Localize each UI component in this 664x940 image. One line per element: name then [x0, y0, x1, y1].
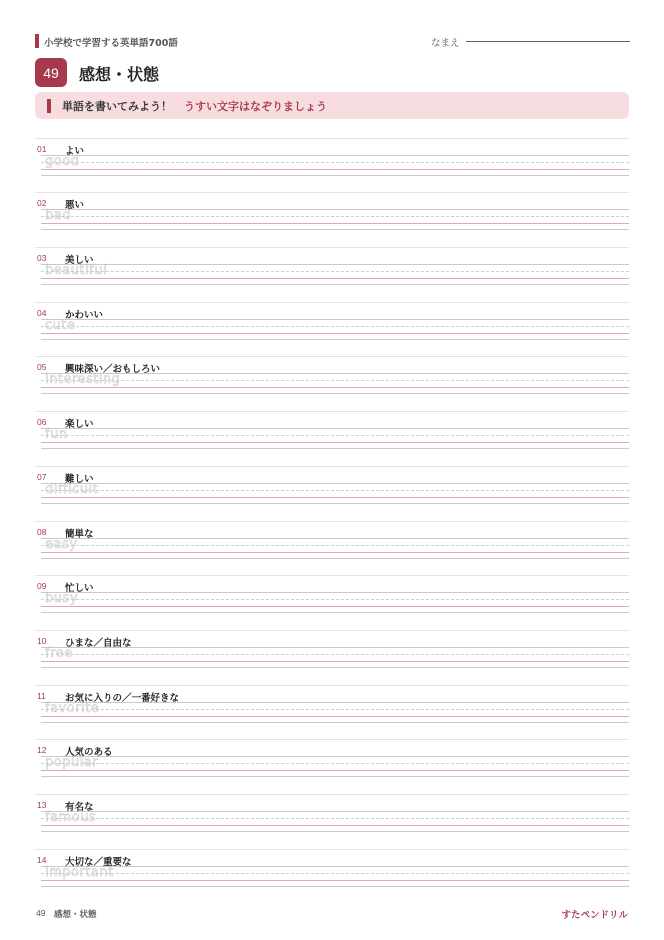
guide-line-top — [41, 373, 629, 374]
guide-line-mid — [41, 818, 629, 819]
guide-line-mid — [41, 216, 629, 217]
guide-line-bottom — [41, 284, 629, 285]
guide-line-base — [41, 661, 629, 662]
entry-separator — [35, 849, 629, 850]
word-entry — [35, 308, 629, 362]
entry-number: 12 — [37, 745, 47, 755]
guide-line-top — [41, 483, 629, 484]
entry-japanese: 忙しい — [65, 583, 94, 594]
guide-line-mid — [41, 490, 629, 491]
word-entry — [35, 581, 629, 635]
guide-line-base — [41, 825, 629, 826]
entry-separator — [35, 247, 629, 248]
entry-number: 04 — [37, 308, 47, 318]
entry-number: 10 — [37, 636, 47, 646]
entry-separator — [35, 138, 629, 139]
guide-line-mid — [41, 599, 629, 600]
guide-line-top — [41, 155, 629, 156]
entry-number: 05 — [37, 362, 47, 372]
entry-japanese: 大切な／重要な — [65, 857, 132, 868]
guide-line-bottom — [41, 667, 629, 668]
trace-word[interactable]: famous — [45, 810, 97, 825]
entry-separator — [35, 739, 629, 740]
guide-line-mid — [41, 545, 629, 546]
word-entry — [35, 144, 629, 198]
trace-word[interactable]: beautiful — [45, 263, 108, 278]
entry-separator — [35, 575, 629, 576]
entry-number: 14 — [37, 855, 47, 865]
guide-line-base — [41, 770, 629, 771]
guide-line-mid — [41, 435, 629, 436]
word-entry — [35, 472, 629, 526]
word-entry — [35, 527, 629, 581]
entry-japanese: 人気のある — [65, 747, 113, 758]
entry-japanese: 興味深い／おもしろい — [65, 364, 161, 375]
guide-line-mid — [41, 326, 629, 327]
guide-line-base — [41, 606, 629, 607]
guide-line-base — [41, 880, 629, 881]
trace-word[interactable]: busy — [45, 591, 78, 606]
entry-japanese: 有名な — [65, 802, 94, 813]
word-entry — [35, 362, 629, 416]
guide-line-bottom — [41, 886, 629, 887]
guide-line-mid — [41, 162, 629, 163]
guide-line-bottom — [41, 229, 629, 230]
trace-word[interactable]: fun — [45, 427, 68, 442]
entry-japanese: ひまな／自由な — [65, 638, 132, 649]
entry-separator — [35, 794, 629, 795]
trace-word[interactable]: important — [45, 865, 114, 880]
entry-number: 03 — [37, 253, 47, 263]
guide-line-mid — [41, 873, 629, 874]
guide-line-bottom — [41, 339, 629, 340]
series-title: 小学校で学習する英単語700語 — [44, 38, 178, 49]
guide-line-bottom — [41, 776, 629, 777]
entry-separator — [35, 411, 629, 412]
entry-separator — [35, 630, 629, 631]
guide-line-top — [41, 538, 629, 539]
word-entry — [35, 636, 629, 690]
guide-line-base — [41, 442, 629, 443]
banner-mark — [47, 99, 51, 113]
trace-word[interactable]: interesting — [45, 372, 121, 387]
guide-line-mid — [41, 763, 629, 764]
trace-word[interactable]: easy — [45, 537, 78, 552]
entry-japanese: 難しい — [65, 474, 94, 485]
entry-separator — [35, 466, 629, 467]
entry-number: 06 — [37, 417, 47, 427]
lesson-number-badge: 49 — [35, 58, 67, 87]
trace-word[interactable]: popular — [45, 755, 99, 770]
entry-separator — [35, 302, 629, 303]
guide-line-top — [41, 209, 629, 210]
footer-title: 感想・状態 — [54, 910, 97, 920]
guide-line-top — [41, 264, 629, 265]
guide-line-base — [41, 278, 629, 279]
trace-word[interactable]: bad — [45, 208, 71, 223]
guide-line-top — [41, 702, 629, 703]
guide-line-top — [41, 756, 629, 757]
guide-line-bottom — [41, 558, 629, 559]
instruction-main: 単語を書いてみよう！ — [62, 100, 172, 113]
entry-separator — [35, 192, 629, 193]
guide-line-base — [41, 223, 629, 224]
word-entry — [35, 691, 629, 745]
instruction-sub: うすい文字はなぞりましょう — [184, 100, 327, 113]
word-entry — [35, 855, 629, 909]
instruction-banner — [35, 92, 629, 119]
entry-japanese: 楽しい — [65, 419, 94, 430]
guide-line-mid — [41, 654, 629, 655]
entry-japanese: 簡単な — [65, 529, 94, 540]
guide-line-base — [41, 387, 629, 388]
trace-word[interactable]: difficult — [45, 482, 99, 497]
name-label: なまえ — [431, 38, 460, 49]
word-entry — [35, 198, 629, 252]
guide-line-base — [41, 497, 629, 498]
footer-page-number: 49 — [36, 908, 46, 918]
lesson-title: 感想・状態 — [79, 65, 160, 84]
guide-line-top — [41, 592, 629, 593]
guide-line-base — [41, 333, 629, 334]
word-entry — [35, 253, 629, 307]
guide-line-mid — [41, 709, 629, 710]
guide-line-base — [41, 716, 629, 717]
entry-separator — [35, 685, 629, 686]
trace-word[interactable]: good — [45, 154, 80, 169]
entry-separator — [35, 521, 629, 522]
guide-line-top — [41, 319, 629, 320]
guide-line-base — [41, 169, 629, 170]
guide-line-base — [41, 552, 629, 553]
guide-line-bottom — [41, 448, 629, 449]
entry-japanese: 悪い — [65, 200, 85, 211]
word-entry — [35, 417, 629, 471]
guide-line-bottom — [41, 612, 629, 613]
trace-word[interactable]: favorite — [45, 701, 100, 716]
guide-line-top — [41, 866, 629, 867]
entry-number: 07 — [37, 472, 47, 482]
entry-japanese: かわいい — [65, 310, 104, 321]
header-mark — [35, 34, 39, 48]
guide-line-bottom — [41, 393, 629, 394]
guide-line-bottom — [41, 722, 629, 723]
entry-japanese: お気に入りの／一番好きな — [65, 693, 180, 704]
guide-line-bottom — [41, 831, 629, 832]
guide-line-bottom — [41, 503, 629, 504]
trace-word[interactable]: cute — [45, 318, 76, 333]
entry-number: 08 — [37, 527, 47, 537]
entry-number: 13 — [37, 800, 47, 810]
guide-line-top — [41, 428, 629, 429]
name-write-line[interactable] — [466, 41, 630, 42]
word-entry — [35, 800, 629, 854]
guide-line-mid — [41, 271, 629, 272]
entry-number: 02 — [37, 198, 47, 208]
footer-brand: すたペンドリル — [561, 910, 628, 921]
trace-word[interactable]: free — [45, 646, 73, 661]
entry-separator — [35, 356, 629, 357]
entry-number: 01 — [37, 144, 47, 154]
word-entry — [35, 745, 629, 799]
guide-line-mid — [41, 380, 629, 381]
entry-number: 11 — [37, 691, 46, 701]
entry-japanese: 美しい — [65, 255, 94, 266]
entry-japanese: よい — [65, 146, 85, 157]
guide-line-top — [41, 647, 629, 648]
guide-line-bottom — [41, 175, 629, 176]
entry-number: 09 — [37, 581, 47, 591]
guide-line-top — [41, 811, 629, 812]
